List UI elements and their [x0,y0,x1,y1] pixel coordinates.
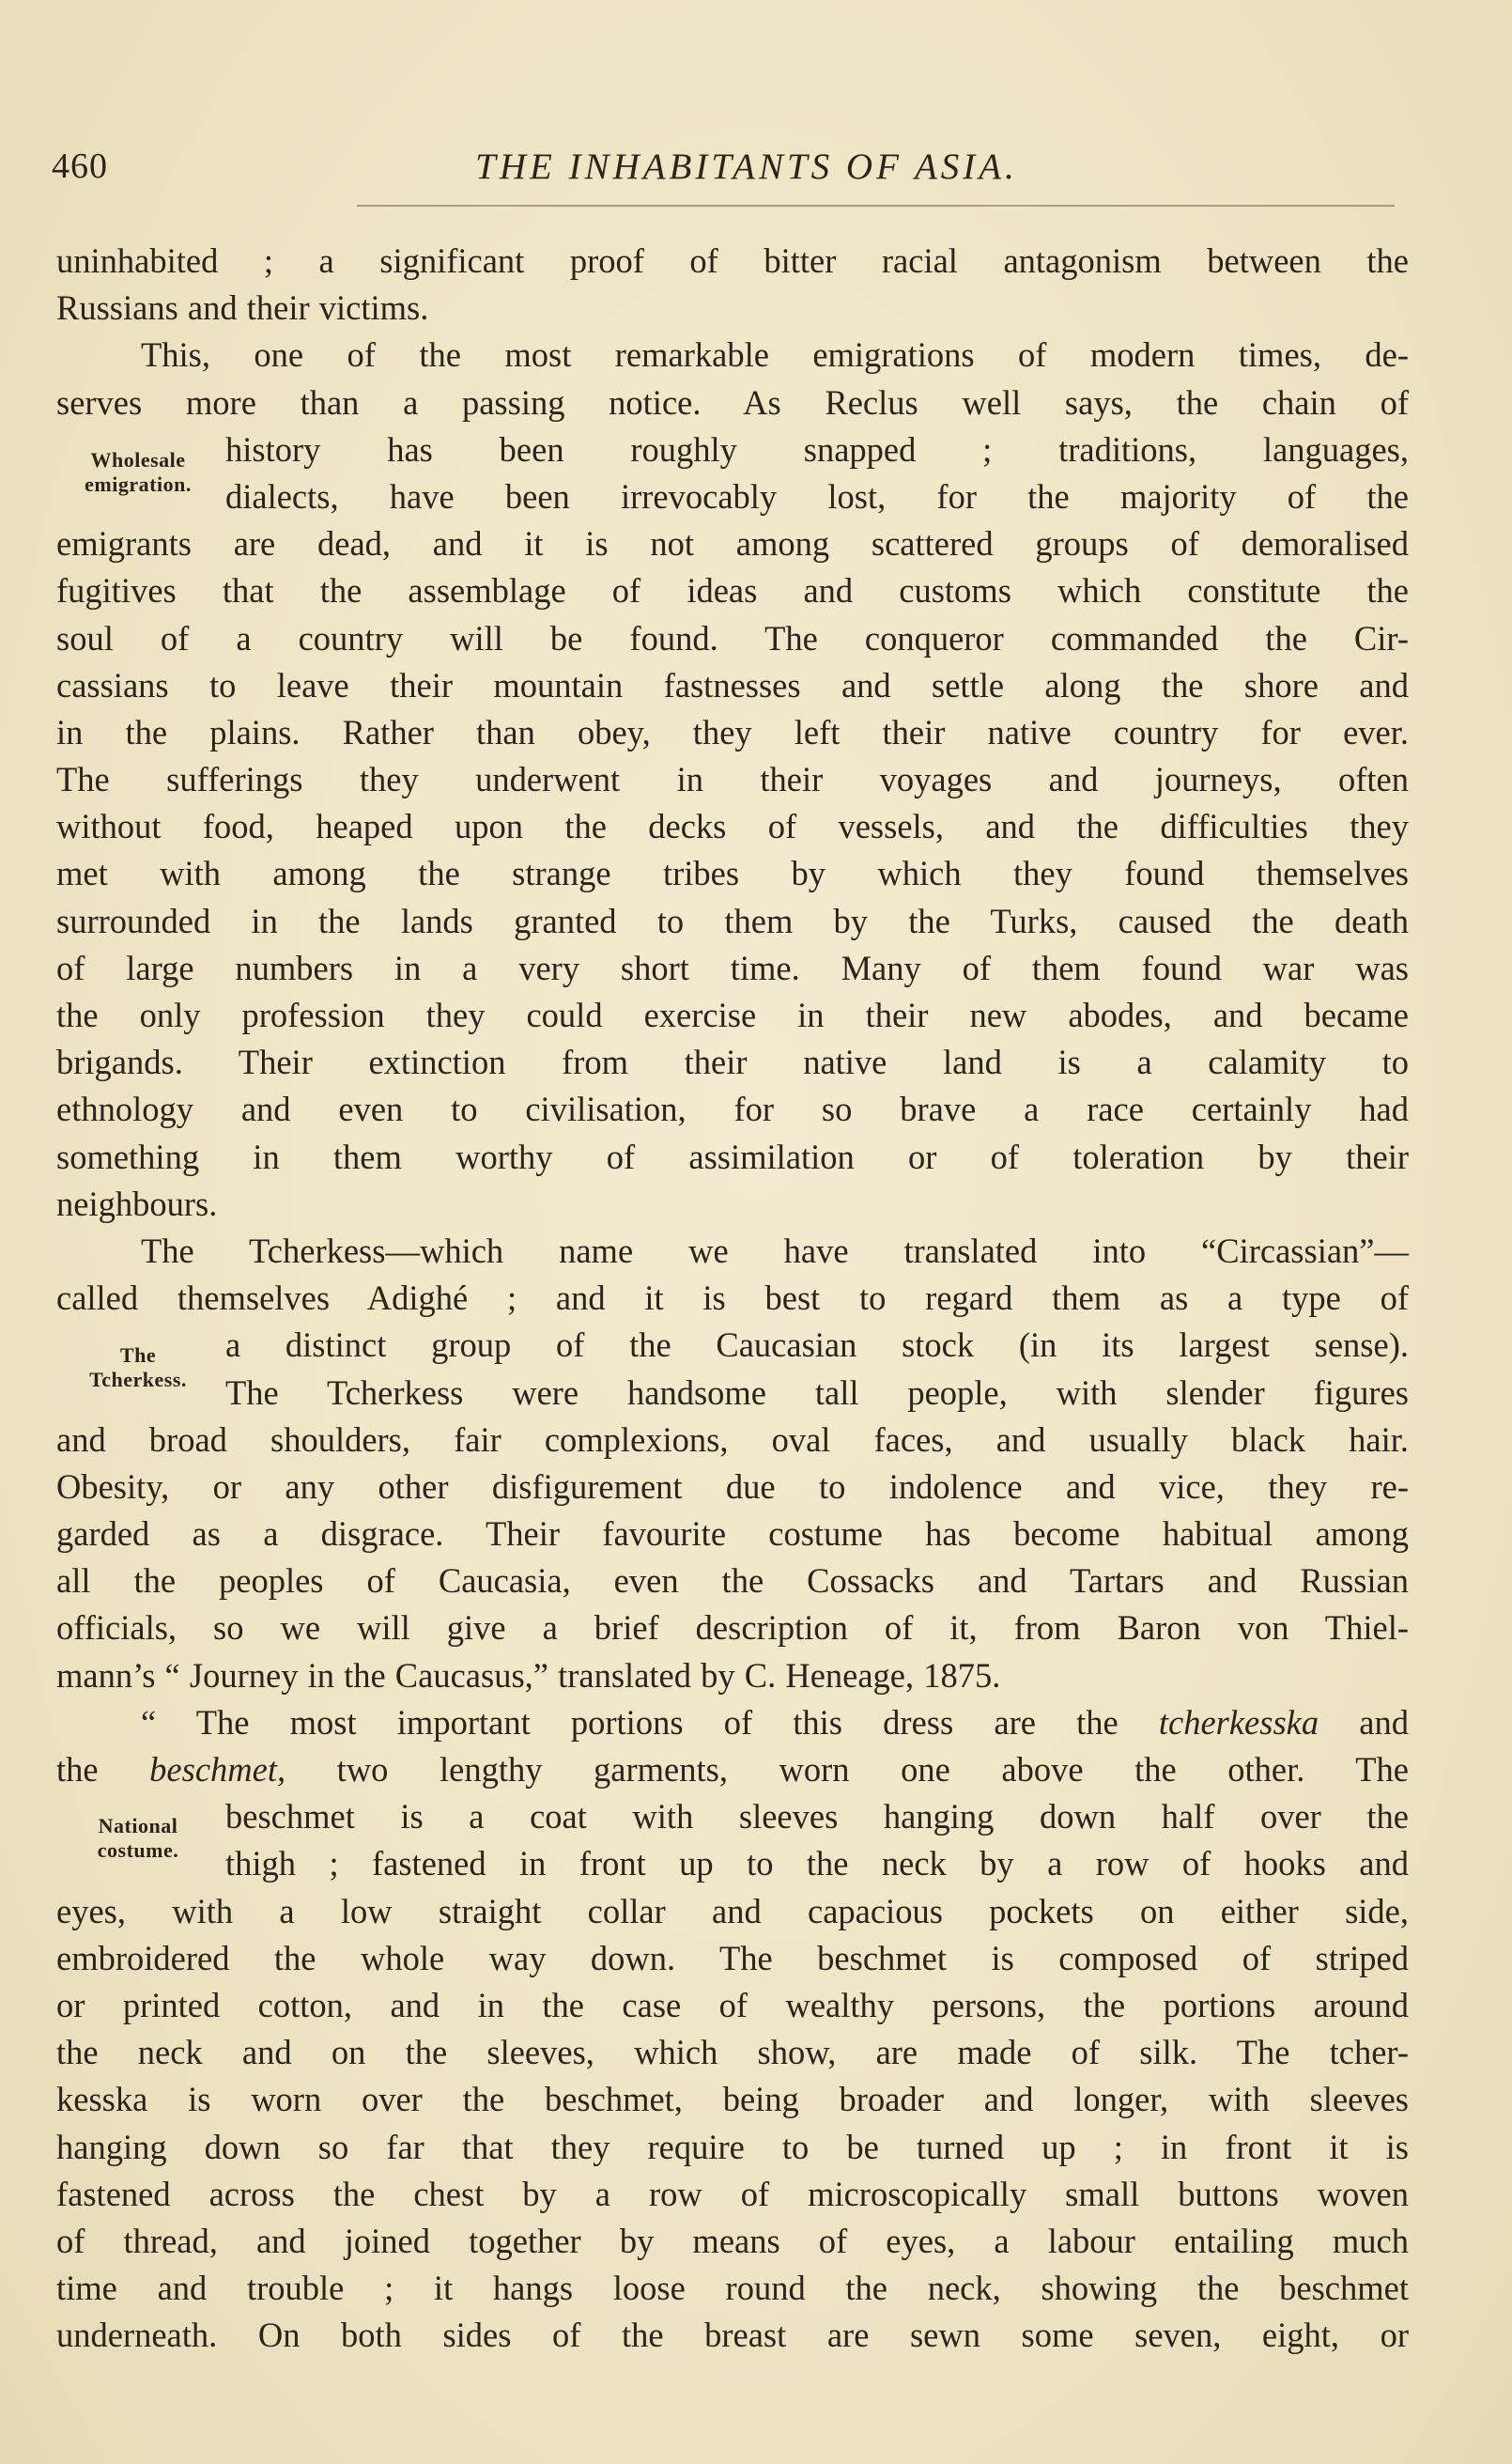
text-line: soul of a country will be found. The conqueror commanded the Cir- [56,618,1409,658]
text-line: kesska is worn over the beschmet, being broader and longer, with sleeves [56,2080,1409,2119]
text-line: in the plains. Rather than obey, they left their native country for ever. [56,712,1409,752]
text-line: the neck and on the sleeves, which show, are made of silk. The tcher- [56,2033,1409,2072]
text-line: of thread, and joined together by means of eyes, a labour entailing much [56,2221,1409,2260]
text-line: emigrants are dead, and it is not among scattered groups of demoralised [56,524,1409,564]
running-title: THE INHABITANTS OF ASIA. [475,147,1018,187]
text-line: and broad shoulders, fair complexions, oval faces, and usually black hair. [56,1419,1409,1459]
text-line: Obesity, or any other disfigurement due to indolence and vice, they re- [56,1466,1409,1506]
text-run: the [56,1750,99,1789]
text-line: time and trouble ; it hangs loose round the neck, showing the beschmet [56,2269,1409,2308]
text-line: met with among the strange tribes by which they found themselves [56,854,1409,893]
text-run: “ The most important portions of this dress are the [141,1702,1119,1742]
italic-term-beschmet: beschmet, [149,1750,286,1789]
sidenote-line: National [98,1814,178,1837]
text-run: two lengthy garments, worn one above the other. The [285,1750,1409,1789]
text-line: beschmet is a coat with sleeves hanging down half over the [225,1797,1409,1836]
text-line: without food, heaped upon the decks of vessels, and the difficulties they [56,807,1409,846]
text-line: all the peoples of Caucasia, even the Cossacks and Tartars and Russian [56,1561,1409,1601]
italic-term-tcherkesska: tcherkesska [1158,1702,1319,1742]
text-line: underneath. On both sides of the breast are sewn some seven, eight, or [56,2316,1409,2355]
text-line: Russians and their victims. [56,288,429,328]
text-line: of large numbers in a very short time. Many of them found war was [56,948,1409,987]
text-line: mann’s “ Journey in the Caucasus,” translated by C. Heneage, 1875. [56,1655,1001,1695]
sidenote-line: Tcherkess. [89,1368,187,1391]
text-line: thigh ; fastened in front up to the neck by a row of hooks and [225,1844,1409,1883]
text-line: fastened across the chest by a row of microscopically small buttons woven [56,2174,1409,2213]
text-line [56,1746,1409,1793]
text-line: ethnology and even to civilisation, for so brave a race certainly had [56,1090,1409,1129]
text-line: eyes, with a low straight collar and capacious pockets on either side, [56,1891,1409,1930]
page-header [52,146,1442,202]
text-line: This, one of the most remarkable emigrations of modern times, de- [141,335,1409,375]
text-line: neighbours. [56,1184,218,1223]
text-line: The Tcherkess—which name we have translated into “Circassian”— [141,1231,1409,1270]
text-line: something in them worthy of assimilation or of toleration by their [56,1137,1409,1176]
sidenote-line: Wholesale [90,448,186,472]
text-run: and [1319,1702,1409,1742]
header-rule [357,205,1395,207]
text-line: officials, so we will give a brief description of it, from Baron von Thiel- [56,1608,1409,1648]
text-line: serves more than a passing notice. As Reclus well says, the chain of [56,382,1409,422]
text-line: surrounded in the lands granted to them by the Turks, caused the death [56,901,1409,940]
page-number: 460 [52,147,108,186]
text-line: fugitives that the assemblage of ideas and customs which constitute the [56,571,1409,611]
text-line: dialects, have been irrevocably lost, for the majority of the [225,476,1409,516]
text-line: garded as a disgrace. Their favourite costume has become habitual among [56,1514,1409,1554]
sidenote-line: costume. [97,1838,179,1862]
text-line: the only profession they could exercise in their new abodes, and became [56,996,1409,1034]
text-line: uninhabited ; a significant proof of bitter racial antagonism between the [56,241,1409,280]
text-line [56,1699,1409,1746]
text-line: The Tcherkess were handsome tall people, with slender figures [225,1372,1409,1412]
text-line: or printed cotton, and in the case of wealthy persons, the portions around [56,1985,1409,2024]
text-line: a distinct group of the Caucasian stock (in its largest sense). [225,1325,1409,1365]
body-text [56,238,1409,2359]
text-line: embroidered the whole way down. The beschmet is composed of striped [56,1938,1409,1977]
text-line: The sufferings they underwent in their voyages and journeys, often [56,760,1409,799]
text-line: history has been roughly snapped ; traditions, languages, [225,429,1409,469]
text-line: brigands. Their extinction from their native land is a calamity to [56,1043,1409,1082]
sidenote-line: The [119,1343,157,1367]
text-line: hanging down so far that they require to be turned up ; in front it is [56,2127,1409,2166]
text-line: called themselves Adighé ; and it is best to regard them as a type of [56,1278,1409,1318]
text-line: cassians to leave their mountain fastnesses and settle along the shore and [56,665,1409,705]
sidenote-line: emigration. [85,473,192,496]
